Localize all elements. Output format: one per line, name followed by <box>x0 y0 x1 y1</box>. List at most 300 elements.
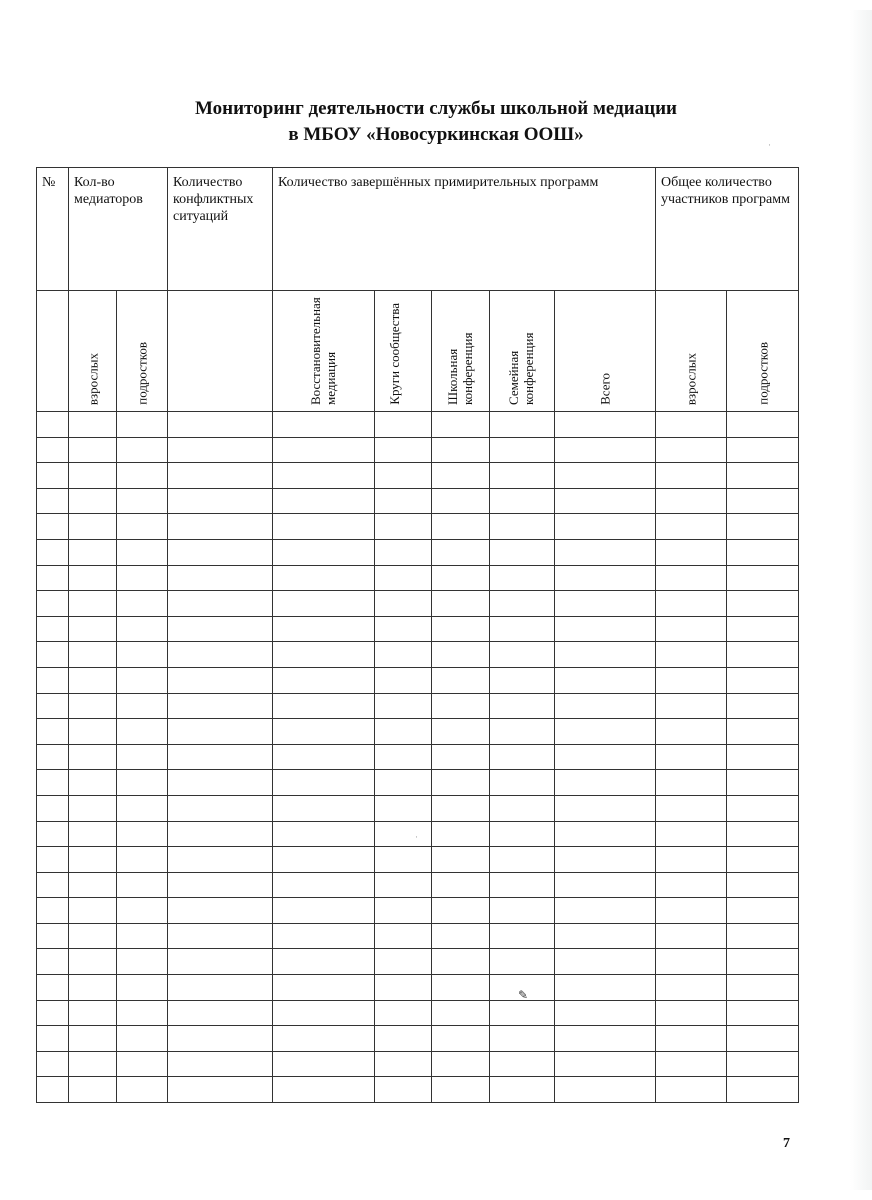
table-cell <box>273 872 375 898</box>
table-cell <box>375 565 432 591</box>
table-cell <box>69 565 117 591</box>
table-cell <box>117 821 168 847</box>
table-cell <box>117 616 168 642</box>
table-cell <box>168 488 273 514</box>
table-cell <box>656 642 727 668</box>
table-cell <box>37 412 69 438</box>
table-row <box>37 1051 799 1077</box>
table-cell <box>375 591 432 617</box>
table-cell <box>490 719 555 745</box>
table-cell <box>432 770 490 796</box>
table-cell <box>490 872 555 898</box>
table-cell <box>69 437 117 463</box>
table-cell <box>432 975 490 1001</box>
table-cell <box>69 923 117 949</box>
table-cell <box>375 1077 432 1103</box>
title-line-2: в МБОУ «Новосуркинская ООШ» <box>288 124 584 145</box>
subheader-family-conf: Семейная конференция <box>490 291 555 412</box>
table-cell <box>273 744 375 770</box>
table-cell <box>117 463 168 489</box>
table-cell <box>656 591 727 617</box>
table-cell <box>375 488 432 514</box>
table-cell <box>273 437 375 463</box>
table-cell <box>168 795 273 821</box>
table-cell <box>117 872 168 898</box>
table-cell <box>656 744 727 770</box>
table-cell <box>490 693 555 719</box>
table-cell <box>168 642 273 668</box>
table-cell <box>656 1077 727 1103</box>
table-cell <box>432 642 490 668</box>
table-cell <box>273 642 375 668</box>
table-cell <box>432 821 490 847</box>
table-cell <box>117 975 168 1001</box>
table-cell <box>117 898 168 924</box>
table-cell <box>490 642 555 668</box>
subheader-num-empty <box>37 291 69 412</box>
table-cell <box>656 514 727 540</box>
table-cell <box>490 437 555 463</box>
table-cell <box>375 770 432 796</box>
table-cell <box>656 1026 727 1052</box>
table-cell <box>375 437 432 463</box>
table-cell <box>490 616 555 642</box>
table-cell <box>117 1051 168 1077</box>
table-cell <box>727 1077 799 1103</box>
table-cell <box>117 667 168 693</box>
table-cell <box>37 616 69 642</box>
table-cell <box>727 872 799 898</box>
table-cell <box>656 719 727 745</box>
table-cell <box>69 591 117 617</box>
table-cell <box>656 872 727 898</box>
table-cell <box>375 898 432 924</box>
table-cell <box>490 1077 555 1103</box>
table-cell <box>168 770 273 796</box>
table-cell <box>656 693 727 719</box>
header-conflicts: Количество конфликтных ситуаций <box>168 168 273 291</box>
table-cell <box>432 1000 490 1026</box>
table-cell <box>273 591 375 617</box>
table-cell <box>727 975 799 1001</box>
table-cell <box>273 719 375 745</box>
table-cell <box>69 642 117 668</box>
table-cell <box>555 719 656 745</box>
table-cell <box>37 437 69 463</box>
subheader-participants-adults: взрослых <box>656 291 727 412</box>
table-cell <box>490 898 555 924</box>
table-row <box>37 412 799 438</box>
table-cell <box>37 949 69 975</box>
table-cell <box>375 463 432 489</box>
scan-speck: · <box>415 832 418 842</box>
table-cell <box>273 975 375 1001</box>
table-cell <box>168 1000 273 1026</box>
table-cell <box>117 744 168 770</box>
table-cell <box>727 488 799 514</box>
table-cell <box>37 744 69 770</box>
table-cell <box>656 565 727 591</box>
table-cell <box>375 642 432 668</box>
table-cell <box>168 591 273 617</box>
table-cell <box>37 821 69 847</box>
table-row <box>37 616 799 642</box>
header-completed-programs: Количество завершённых примирительных программ <box>273 168 656 291</box>
table-row <box>37 898 799 924</box>
table-cell <box>273 898 375 924</box>
table-row <box>37 1077 799 1103</box>
table-cell <box>432 744 490 770</box>
table-row <box>37 795 799 821</box>
table-cell <box>727 616 799 642</box>
table-row <box>37 719 799 745</box>
table-row <box>37 565 799 591</box>
table-cell <box>273 770 375 796</box>
table-cell <box>69 488 117 514</box>
subheader-row <box>37 291 799 412</box>
subheader-restorative: Восстановительная медиация <box>273 291 375 412</box>
table-cell <box>273 514 375 540</box>
table-cell <box>375 795 432 821</box>
table-cell <box>37 565 69 591</box>
table-cell <box>37 847 69 873</box>
table-cell <box>37 898 69 924</box>
table-cell <box>555 1026 656 1052</box>
table-cell <box>168 898 273 924</box>
table-cell <box>432 898 490 924</box>
table-cell <box>375 667 432 693</box>
table-cell <box>168 821 273 847</box>
table-cell <box>727 514 799 540</box>
subheader-conflicts-empty <box>168 291 273 412</box>
table-cell <box>375 1000 432 1026</box>
table-cell <box>555 693 656 719</box>
subheader-circles: Круги сообщества <box>375 291 432 412</box>
table-cell <box>168 847 273 873</box>
table-cell <box>555 872 656 898</box>
table-cell <box>117 488 168 514</box>
table-cell <box>168 975 273 1001</box>
table-cell <box>555 642 656 668</box>
table-cell <box>432 872 490 898</box>
table-cell <box>168 616 273 642</box>
table-cell <box>490 667 555 693</box>
table-cell <box>273 923 375 949</box>
table-cell <box>69 872 117 898</box>
table-cell <box>69 1000 117 1026</box>
table-cell <box>490 744 555 770</box>
table-cell <box>168 412 273 438</box>
table-cell <box>555 847 656 873</box>
table-cell <box>727 898 799 924</box>
table-cell <box>727 949 799 975</box>
table-cell <box>69 1026 117 1052</box>
table-cell <box>69 847 117 873</box>
table-row <box>37 514 799 540</box>
table-cell <box>117 437 168 463</box>
table-cell <box>432 667 490 693</box>
table-cell <box>37 975 69 1001</box>
table-row <box>37 539 799 565</box>
subheader-mediators-adults: взрослых <box>69 291 117 412</box>
table-cell <box>656 667 727 693</box>
table-cell <box>168 923 273 949</box>
table-cell <box>37 488 69 514</box>
table-cell <box>69 821 117 847</box>
table-cell <box>375 719 432 745</box>
table-cell <box>69 693 117 719</box>
table-cell <box>432 719 490 745</box>
table-cell <box>375 923 432 949</box>
table-cell <box>117 693 168 719</box>
table-row <box>37 437 799 463</box>
table-cell <box>432 539 490 565</box>
table-cell <box>273 847 375 873</box>
header-mediators: Кол-во медиаторов <box>69 168 168 291</box>
table-cell <box>727 565 799 591</box>
table-cell <box>555 565 656 591</box>
table-cell <box>37 872 69 898</box>
table-cell <box>555 539 656 565</box>
table-cell <box>432 847 490 873</box>
table-cell <box>727 591 799 617</box>
table-row <box>37 872 799 898</box>
table-cell <box>432 795 490 821</box>
table-cell <box>375 1026 432 1052</box>
table-cell <box>69 667 117 693</box>
document-title <box>0 96 872 148</box>
table-cell <box>555 667 656 693</box>
table-cell <box>555 770 656 796</box>
table-cell <box>727 1026 799 1052</box>
table-cell <box>273 821 375 847</box>
table-cell <box>69 514 117 540</box>
table-cell <box>490 821 555 847</box>
table-cell <box>273 488 375 514</box>
table-cell <box>727 923 799 949</box>
table-cell <box>273 565 375 591</box>
table-cell <box>432 949 490 975</box>
table-cell <box>375 847 432 873</box>
table-cell <box>168 514 273 540</box>
table-row <box>37 667 799 693</box>
table-cell <box>69 616 117 642</box>
table-cell <box>727 642 799 668</box>
table-cell <box>656 437 727 463</box>
table-row <box>37 642 799 668</box>
table-cell <box>656 795 727 821</box>
table-cell <box>432 1051 490 1077</box>
table-cell <box>117 847 168 873</box>
table-cell <box>69 1077 117 1103</box>
table-cell <box>273 949 375 975</box>
table-cell <box>727 719 799 745</box>
table-cell <box>432 412 490 438</box>
table-cell <box>273 1077 375 1103</box>
table-cell <box>432 514 490 540</box>
subheader-participants-teens: подростков <box>727 291 799 412</box>
table-row <box>37 463 799 489</box>
table-cell <box>117 1026 168 1052</box>
table-cell <box>168 437 273 463</box>
table-cell <box>490 412 555 438</box>
table-cell <box>490 847 555 873</box>
table-row <box>37 1026 799 1052</box>
table-cell <box>375 693 432 719</box>
table-cell <box>37 770 69 796</box>
table-cell <box>555 412 656 438</box>
table-row <box>37 975 799 1001</box>
table-cell <box>727 821 799 847</box>
table-cell <box>69 975 117 1001</box>
table-cell <box>37 1051 69 1077</box>
table-cell <box>37 463 69 489</box>
table-cell <box>273 795 375 821</box>
table-row <box>37 693 799 719</box>
table-cell <box>375 872 432 898</box>
table-cell <box>727 463 799 489</box>
table-cell <box>490 770 555 796</box>
table-cell <box>490 795 555 821</box>
table-cell <box>117 591 168 617</box>
table-cell <box>490 1000 555 1026</box>
table-cell <box>727 795 799 821</box>
table-cell <box>37 514 69 540</box>
table-cell <box>117 412 168 438</box>
table-cell <box>555 437 656 463</box>
table-row <box>37 1000 799 1026</box>
table-cell <box>555 1077 656 1103</box>
table-cell <box>168 463 273 489</box>
table-cell <box>555 975 656 1001</box>
table-cell <box>555 1000 656 1026</box>
table-cell <box>490 539 555 565</box>
table-cell <box>37 667 69 693</box>
table-cell <box>656 847 727 873</box>
table-cell <box>656 1051 727 1077</box>
table-cell <box>375 975 432 1001</box>
table-cell <box>168 719 273 745</box>
table-cell <box>37 1000 69 1026</box>
table-cell <box>432 437 490 463</box>
table-cell <box>117 719 168 745</box>
table-cell <box>490 463 555 489</box>
table-cell <box>490 565 555 591</box>
table-cell <box>656 616 727 642</box>
table-row <box>37 847 799 873</box>
table-cell <box>432 693 490 719</box>
table-cell <box>432 616 490 642</box>
table-cell <box>375 539 432 565</box>
table-cell <box>727 667 799 693</box>
scan-speck: · <box>768 140 771 150</box>
table-cell <box>117 949 168 975</box>
table-cell <box>727 847 799 873</box>
table-cell <box>490 1051 555 1077</box>
table-cell <box>555 591 656 617</box>
table-cell <box>69 719 117 745</box>
table-cell <box>555 744 656 770</box>
table-cell <box>727 437 799 463</box>
table-row <box>37 949 799 975</box>
table-cell <box>656 539 727 565</box>
table-cell <box>37 1026 69 1052</box>
table-cell <box>432 923 490 949</box>
table-cell <box>555 795 656 821</box>
table-cell <box>69 539 117 565</box>
table-cell <box>273 1051 375 1077</box>
table-cell <box>727 693 799 719</box>
table-cell <box>168 693 273 719</box>
table-cell <box>375 1051 432 1077</box>
monitoring-table <box>36 167 799 1103</box>
table-cell <box>37 693 69 719</box>
table-cell <box>37 795 69 821</box>
table-cell <box>490 591 555 617</box>
table-cell <box>168 949 273 975</box>
table-cell <box>69 770 117 796</box>
table-cell <box>168 744 273 770</box>
table-cell <box>555 821 656 847</box>
table-cell <box>117 642 168 668</box>
table-cell <box>273 616 375 642</box>
table-cell <box>37 923 69 949</box>
table-cell <box>37 1077 69 1103</box>
table-cell <box>432 565 490 591</box>
table-cell <box>375 949 432 975</box>
table-cell <box>375 744 432 770</box>
table-cell <box>555 488 656 514</box>
table-cell <box>490 949 555 975</box>
table-cell <box>69 463 117 489</box>
table-cell <box>117 923 168 949</box>
table-row <box>37 744 799 770</box>
table-cell <box>273 1026 375 1052</box>
header-row <box>37 168 799 291</box>
table-cell <box>168 1051 273 1077</box>
table-cell <box>727 1000 799 1026</box>
table-cell <box>168 1077 273 1103</box>
table-cell <box>273 539 375 565</box>
table-cell <box>432 1077 490 1103</box>
table-cell <box>727 770 799 796</box>
table-cell <box>168 539 273 565</box>
table-cell <box>727 1051 799 1077</box>
table-cell <box>727 744 799 770</box>
table-row <box>37 488 799 514</box>
table-cell <box>555 949 656 975</box>
table-cell <box>168 667 273 693</box>
table-cell <box>375 821 432 847</box>
table-cell <box>37 591 69 617</box>
table-cell <box>69 744 117 770</box>
title-line-1: Мониторинг деятельности службы школьной медиации <box>194 98 678 119</box>
table-cell <box>69 795 117 821</box>
table-cell <box>37 642 69 668</box>
scan-speck: ✎ <box>518 988 529 1002</box>
table-cell <box>117 770 168 796</box>
table-cell <box>375 514 432 540</box>
table-cell <box>117 514 168 540</box>
table-cell <box>168 565 273 591</box>
table-cell <box>555 514 656 540</box>
table-cell <box>727 539 799 565</box>
table-cell <box>656 1000 727 1026</box>
table-cell <box>656 949 727 975</box>
table-cell <box>656 923 727 949</box>
table-cell <box>69 1051 117 1077</box>
table-cell <box>69 949 117 975</box>
